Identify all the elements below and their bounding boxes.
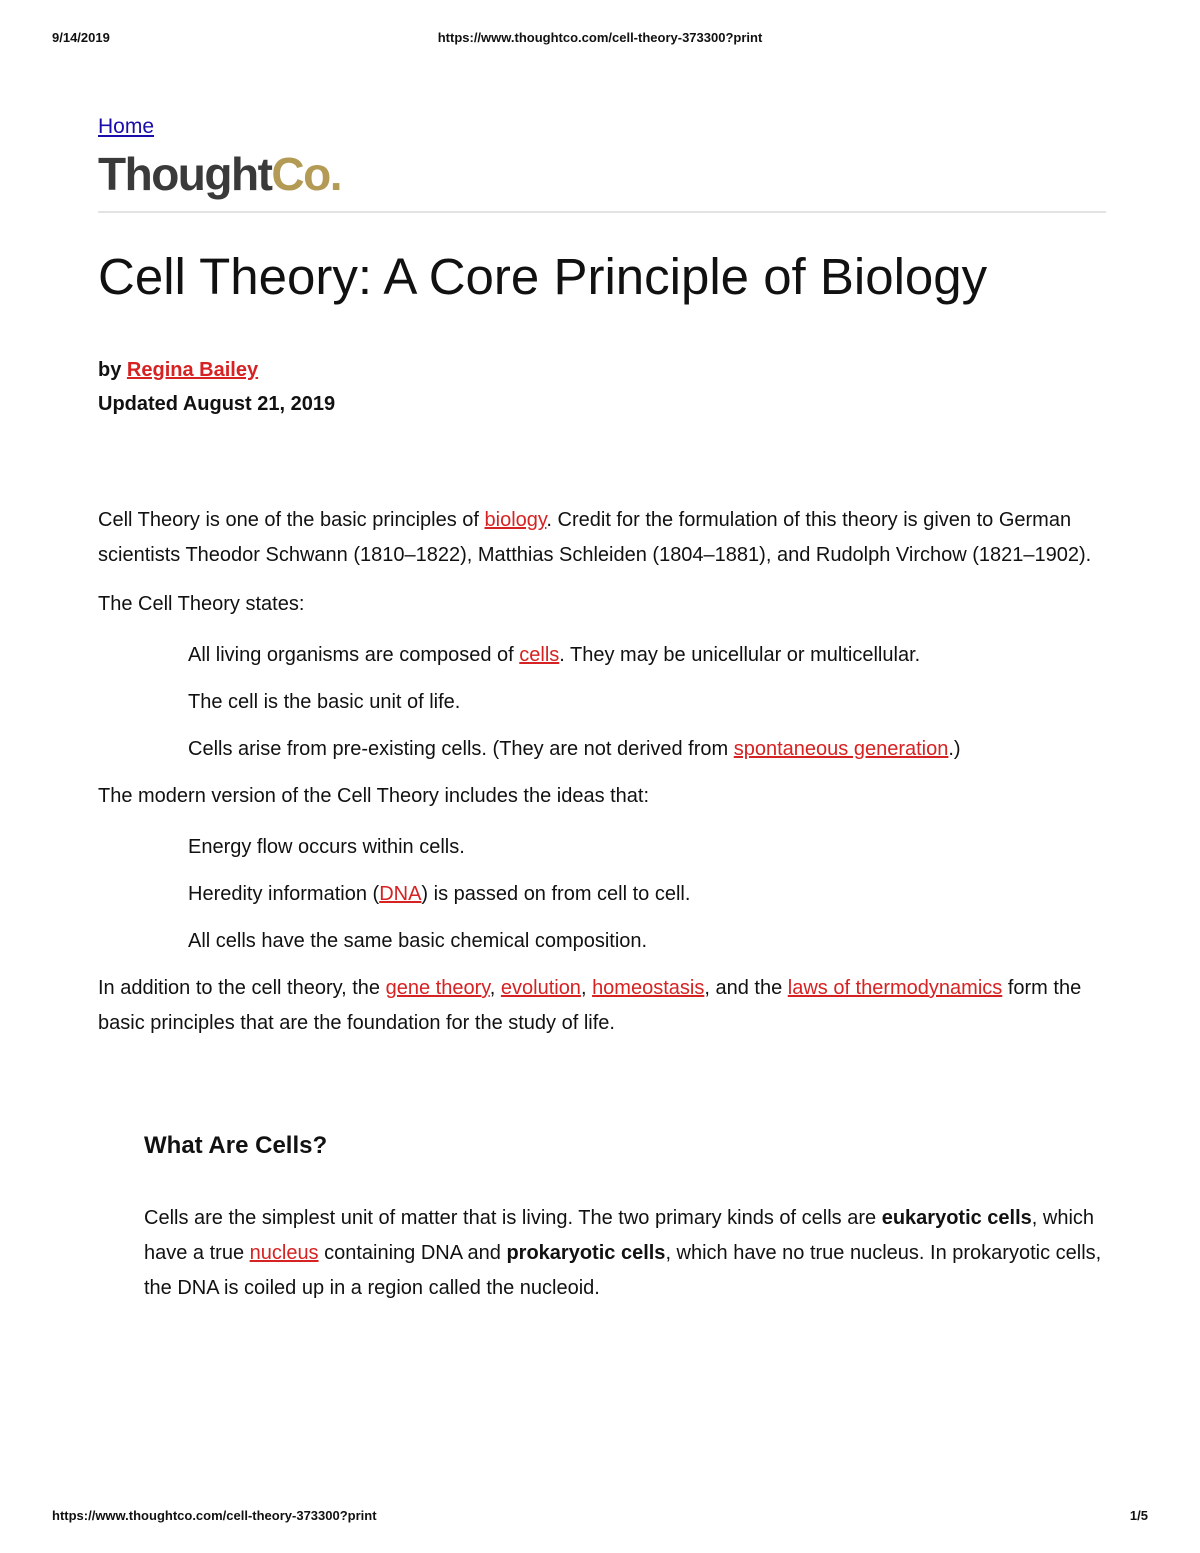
logo-thought: Thought [98, 148, 272, 200]
text-span: , which have a true [144, 1207, 1095, 1264]
text-span: All living organisms are composed of [188, 644, 520, 666]
text-span: Heredity information ( [188, 883, 380, 905]
what-are-cells-section [98, 1131, 1108, 1306]
list-item: Energy flow occurs within cells. [188, 836, 465, 858]
print-date: 9/14/2019 [52, 30, 110, 45]
list-item [188, 638, 1108, 673]
header-divider [98, 211, 1106, 213]
nucleus-link[interactable]: nucleus [249, 1242, 319, 1264]
by-label: by [98, 359, 127, 381]
additional-principles-paragraph [98, 971, 1108, 1041]
thermodynamics-link[interactable]: laws of thermodynamics [787, 977, 1003, 999]
spontaneous-generation-link[interactable]: spontaneous generation [733, 738, 949, 760]
text-span: form the basic principles that are the foundation for the study of life. [98, 977, 1082, 1034]
text-span: Cell Theory is one of the basic principles of [98, 509, 485, 531]
text-span: , and the [704, 977, 788, 999]
cell-theory-list [98, 638, 1108, 767]
dna-link[interactable]: DNA [379, 883, 422, 905]
home-link[interactable]: Home [98, 115, 155, 138]
list-item: All cells have the same basic chemical composition. [188, 930, 648, 952]
cells-paragraph [144, 1201, 1108, 1306]
gene-theory-link[interactable]: gene theory [385, 977, 490, 999]
page-title: Cell Theory: A Core Principle of Biology [98, 248, 988, 305]
text-span: . They may be unicellular or multicellular. [559, 644, 921, 666]
article-container [98, 112, 1108, 1306]
text-span: containing DNA and [318, 1242, 507, 1264]
prokaryotic-term: prokaryotic cells [506, 1242, 666, 1264]
page-number: 1/5 [1129, 1508, 1148, 1523]
text-span: In addition to the cell theory, the [98, 977, 386, 999]
intro-paragraph [98, 503, 1108, 573]
text-span: Cells arise from pre-existing cells. (They are not derived from [188, 738, 734, 760]
byline [98, 353, 1108, 421]
list-item [188, 877, 1108, 912]
homeostasis-link[interactable]: homeostasis [592, 977, 705, 999]
text-span: , [580, 977, 593, 999]
author-link[interactable]: Regina Bailey [126, 359, 259, 381]
logo-co: Co. [271, 148, 342, 200]
author-line [98, 353, 1108, 387]
list-item: The cell is the basic unit of life. [188, 691, 461, 713]
text-span: . Credit for the formulation of this theory is given to German scientists Theodor Schwann (1810–1822), Matthias Schleiden (1804–1881), and Rudolph Virchow (1821–1902). [98, 509, 1092, 566]
print-url: https://www.thoughtco.com/cell-theory-373300?print [437, 30, 763, 45]
text-span: .) [948, 738, 961, 760]
modern-theory-list [98, 830, 1108, 959]
biology-link[interactable]: biology [484, 509, 547, 531]
evolution-link[interactable]: evolution [500, 977, 581, 999]
cell-theory-states: The Cell Theory states: [98, 593, 305, 615]
list-item [188, 732, 1108, 767]
section-heading: What Are Cells? [144, 1132, 328, 1159]
text-span: ) is passed on from cell to cell. [421, 883, 691, 905]
eukaryotic-term: eukaryotic cells [881, 1207, 1032, 1229]
text-span: , which have no true nucleus. In prokaryotic cells, the DNA is coiled up in a region called the nucleoid. [144, 1242, 1102, 1299]
text-span: Cells are the simplest unit of matter that is living. The two primary kinds of cells are [144, 1207, 882, 1229]
footer-url: https://www.thoughtco.com/cell-theory-373300?print [52, 1508, 377, 1523]
updated-date: Updated August 21, 2019 [98, 393, 336, 415]
thoughtco-logo[interactable] [98, 145, 1108, 203]
cells-link[interactable]: cells [519, 644, 560, 666]
text-span: , [489, 977, 501, 999]
modern-version-paragraph: The modern version of the Cell Theory includes the ideas that: [98, 785, 650, 807]
